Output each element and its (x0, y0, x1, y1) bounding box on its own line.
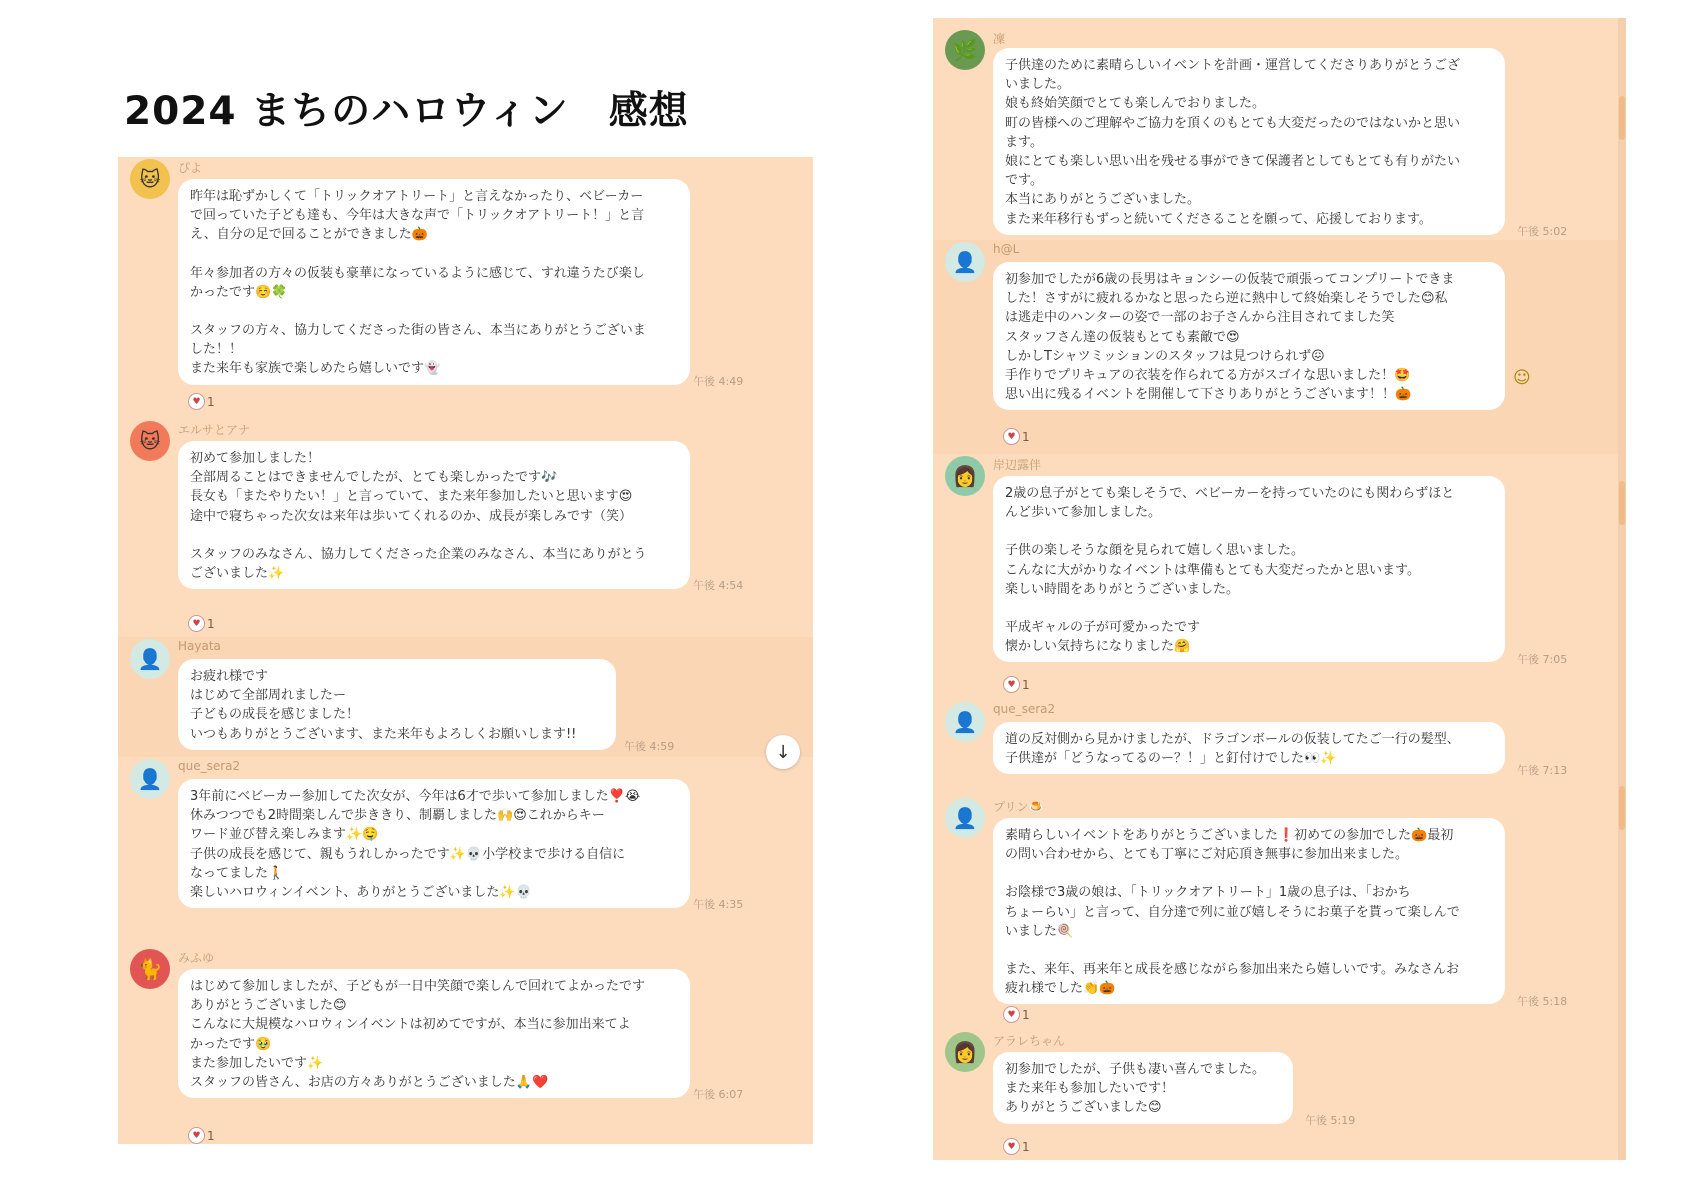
message-line: かったです☺️🍀 (190, 284, 288, 300)
heart-face-icon: ♥ (188, 615, 205, 632)
message-line: 懐かしい気持ちになりました🤗 (1005, 639, 1191, 655)
message-line: こんなに大がかりなイベントは準備もとても大変だったかと思います。 (1005, 562, 1420, 578)
message-line: はじめて参加しましたが、子どもが一日中笑顔で楽しんで回れてよかったです (190, 979, 646, 994)
chat-message (118, 757, 813, 947)
message-line: はじめて全部周れましたー (190, 688, 347, 704)
message-bubble[interactable] (993, 262, 1505, 410)
message-line (1005, 941, 1491, 960)
heart-face-icon: ♥ (1003, 1006, 1020, 1023)
message-timestamp: 午後 5:19 (1305, 1113, 1356, 1127)
message-bubble[interactable] (178, 179, 690, 385)
default-avatar-icon[interactable]: 👤 (945, 242, 985, 282)
message-bubble[interactable] (993, 722, 1505, 774)
message-line: また来年も参加したいです！ (1005, 1081, 1175, 1097)
sender-name[interactable]: 岸辺露伴 (993, 458, 1042, 472)
message-line: 子供の楽しそうな顔を見られて嬉しく思いました。 (1005, 543, 1305, 559)
person-avatar-icon[interactable]: 👩 (945, 456, 985, 496)
message-bubble[interactable] (178, 441, 690, 589)
message-line: 全部周ることはできませんでしたが、とても楽しかったです🎶 (190, 470, 558, 486)
message-line: 娘も終始笑顔でとても楽しんでおりました。 (1005, 96, 1266, 112)
chat-message (933, 796, 1626, 1030)
message-line: 子供達のために素晴らしいイベントを計画・運営してくださりありがとうござ (1005, 58, 1461, 73)
message-line: 楽しいハロウィンイベント、ありがとうございました✨💀 (190, 885, 532, 901)
reaction-count: 1 (1022, 429, 1030, 444)
sender-name[interactable]: Hayata (178, 639, 221, 653)
message-line: の問い合わせから、とても丁寧にご対応頂き無事に参加出来ました。 (1005, 847, 1409, 863)
message-line: え、自分の足で回ることができました🎃 (190, 227, 428, 243)
default-avatar-icon[interactable]: 👤 (130, 759, 170, 799)
message-line: した！さすがに疲れるかなと思ったら逆に熱中して終始楽しそうでした😊私 (1005, 291, 1448, 307)
message-line: いつもありがとうございます、また来年もよろしくお願いします!! (190, 726, 577, 742)
message-line: 3年前にベビーカー参加してた次女が、今年は6才で歩いて参加しました❣️😭 (190, 789, 641, 804)
message-line: また、来年、再来年と成長を感じながら参加出来たら嬉しいです。みなさんお (1005, 962, 1459, 978)
message-line: お陰様で3歳の娘は、「トリックオアトリート」1歳の息子は、「おかち (1005, 885, 1411, 901)
scroll-down-button[interactable] (766, 735, 800, 769)
message-line: スタッフの皆さん、お店の方々ありがとうございました🙏❤️ (190, 1075, 549, 1091)
reaction-badge[interactable] (1003, 1006, 1030, 1023)
message-line: スタッフの方々、協力してくださった街の皆さん、本当にありがとうございま (190, 323, 646, 339)
cat-avatar-icon[interactable]: 🐱 (130, 421, 170, 461)
message-timestamp: 午後 7:13 (1517, 764, 1568, 778)
message-line: 本当にありがとうございました。 (1005, 192, 1201, 208)
message-line: で回っていた子ども達も、今年は大きな声で「トリックオアトリート！」と言 (190, 208, 645, 224)
reaction-count: 1 (1022, 1007, 1030, 1022)
chat-screenshot-left (118, 157, 813, 1144)
message-line: また参加したいです✨ (190, 1055, 324, 1071)
chat-message (933, 240, 1626, 454)
message-line: 初参加でしたが、子供も凄い喜んでました。 (1005, 1062, 1266, 1077)
message-line: ワード並び替え楽しみます✨🤤 (190, 827, 379, 843)
sender-name[interactable]: ぴよ (178, 161, 203, 175)
message-line: 素晴らしいイベントをありがとうございました❗️初めての参加でした🎃最初 (1005, 828, 1454, 843)
sender-name[interactable]: エルサとアナ (178, 423, 251, 437)
message-timestamp: 午後 5:02 (1517, 224, 1568, 238)
heart-face-icon: ♥ (1003, 428, 1020, 445)
chat-message (933, 700, 1626, 796)
message-line (190, 302, 676, 321)
black-cat-avatar-icon[interactable]: 🐈 (130, 949, 170, 989)
message-line: お疲れ様です (190, 669, 269, 684)
plant-avatar-icon[interactable]: 🌿 (945, 30, 985, 70)
message-line (1005, 864, 1491, 883)
message-line: 長女も「またやりたい！」と言っていて、また来年参加したいと思います😍 (190, 489, 633, 505)
message-line: いました🍭 (1005, 923, 1074, 939)
message-line: 2歳の息子がとても楽しそうで、ベビーカーを持っていたのにも関わらずほと (1005, 486, 1455, 501)
sender-name[interactable]: 凜 (993, 32, 1006, 46)
chat-message (933, 18, 1626, 240)
message-line: 初参加でしたが6歳の長男はキョンシーの仮装で頑張ってコンプリートできま (1005, 272, 1455, 287)
message-line: 年々参加者の方々の仮装も豪華になっているように感じて、すれ違うたび楽し (190, 265, 645, 281)
chat-message (118, 637, 813, 757)
message-line: また来年移行もずっと続いてくださることを願って、応援しております。 (1005, 211, 1432, 227)
reaction-badge[interactable] (1003, 676, 1030, 693)
chat-screenshot-right (933, 18, 1626, 1160)
chat-message (933, 1030, 1626, 1160)
reaction-count: 1 (207, 394, 215, 409)
message-line: 子供の成長を感じて、親もうれしかったです✨💀小学校まで歩ける自信に (190, 846, 626, 862)
sender-name[interactable]: que_sera2 (178, 759, 241, 773)
sender-name[interactable]: プリン🍮 (993, 800, 1044, 814)
message-line: こんなに大規模なハロウィンイベントは初めてですが、本当に参加出来てよ (190, 1017, 631, 1033)
message-timestamp: 午後 4:35 (693, 898, 744, 912)
default-avatar-icon[interactable]: 👤 (945, 798, 985, 838)
message-line: です。 (1005, 173, 1043, 189)
message-bubble[interactable] (178, 779, 690, 908)
message-line: 楽しい時間をありがとうございました。 (1005, 581, 1240, 597)
default-avatar-icon[interactable]: 👤 (130, 639, 170, 679)
message-line (1005, 599, 1491, 618)
message-line: 疲れ様でした👏🎃 (1005, 981, 1116, 997)
message-line: ます。 (1005, 134, 1043, 150)
message-line: ありがとうございました😊 (190, 998, 347, 1014)
message-line: 手作りでプリキュアの衣装を作られてる方がスゴイな思いました！🤩 (1005, 368, 1411, 384)
message-line (190, 245, 676, 264)
message-timestamp: 午後 4:49 (693, 375, 744, 388)
heart-face-icon: ♥ (188, 1127, 205, 1144)
scrollbar[interactable] (1618, 18, 1626, 1160)
message-line: 初めて参加しました！ (190, 451, 321, 466)
message-line: かったです🥹 (190, 1036, 272, 1052)
page-title: 2024 まちのハロウィン 感想 (124, 89, 689, 134)
message-line: ありがとうございました😊 (1005, 1100, 1162, 1116)
message-bubble[interactable] (178, 969, 690, 1098)
reaction-badge[interactable] (188, 393, 215, 410)
reaction-count: 1 (1022, 677, 1030, 692)
reaction-count: 1 (207, 616, 215, 631)
reaction-count: 1 (207, 1128, 215, 1143)
default-avatar-icon[interactable]: 👤 (945, 702, 985, 742)
message-bubble[interactable] (178, 659, 616, 750)
reaction-badge[interactable] (188, 1127, 215, 1144)
sender-name[interactable]: みふゆ (178, 951, 215, 965)
message-timestamp: 午後 7:05 (1517, 652, 1568, 666)
message-bubble[interactable] (993, 818, 1505, 1004)
heart-face-icon: ♥ (188, 393, 205, 410)
message-line: 昨年は恥ずかしくて「トリックオアトリート」と言えなかったり、ベビーカー (190, 189, 644, 204)
message-line: 町の皆様へのご理解やご協力を頂くのもとても大変だったのではないかと思い (1005, 115, 1461, 131)
message-line: 道の反対側から見かけましたが、ドラゴンボールの仮装してたご一行の髪型、 (1005, 732, 1460, 747)
reaction-badge[interactable] (188, 615, 215, 632)
message-line: んど歩いて参加しました。 (1005, 505, 1162, 521)
message-line: 娘にとても楽しい思い出を残せる事ができて保護者としてもとても有りがたい (1005, 154, 1461, 170)
message-bubble[interactable] (993, 476, 1505, 662)
reaction-badge[interactable] (1003, 1138, 1030, 1155)
message-line (190, 526, 676, 545)
chat-message (118, 419, 813, 637)
cat-avatar-icon[interactable]: 🐱 (130, 159, 170, 199)
message-line: スタッフのみなさん、協力してくださった企業のみなさん、本当にありがとう (190, 546, 647, 562)
add-reaction-icon[interactable]: ☺ (1513, 368, 1531, 388)
message-line: 思い出に残るイベントを開催して下さりありがとうございます！！🎃 (1005, 387, 1412, 403)
message-line: 休みつつでも2時間楽しんで歩ききり、制覇しました🙌😍これからキー (190, 808, 605, 824)
message-timestamp: 午後 4:59 (624, 739, 675, 753)
message-timestamp: 午後 4:54 (693, 579, 744, 593)
message-line: した！！ (190, 342, 243, 358)
heart-face-icon: ♥ (1003, 1138, 1020, 1155)
chat-message (118, 157, 813, 419)
person-avatar-icon[interactable]: 👩 (945, 1032, 985, 1072)
sender-name[interactable]: h@L (993, 242, 1020, 256)
sender-name[interactable]: アラレちゃん (993, 1034, 1066, 1048)
message-line: 子どもの成長を感じました！ (190, 707, 360, 723)
message-line: スタッフさん達の仮装もとても素敵で😍 (1005, 329, 1240, 345)
message-line: 平成ギャルの子が可愛かったです (1005, 620, 1201, 636)
message-line: いました。 (1005, 77, 1071, 93)
message-line: 子供達が「どうなってるのー？！」と釘付けでした👀✨ (1005, 751, 1337, 767)
reaction-count: 1 (1022, 1139, 1030, 1154)
message-line: は逃走中のハンターの姿で一部のお子さんから注目されてました笑 (1005, 310, 1395, 326)
message-line: しかしTシャツミッションのスタッフは見つけられず😖 (1005, 348, 1325, 364)
message-line: また来年も家族で楽しめたら嬉しいです👻 (190, 361, 441, 377)
arrow-down-icon: ↓ (775, 741, 791, 763)
message-line: 途中で寝ちゃった次女は来年は歩いてくれるのか、成長が楽しみです（笑） (190, 508, 633, 524)
message-line: ちょーらい」と言って、自分達で列に並び嬉しそうにお菓子を貰って楽しんで (1005, 904, 1460, 920)
sender-name[interactable]: que_sera2 (993, 702, 1056, 716)
chat-message (933, 454, 1626, 700)
heart-face-icon: ♥ (1003, 676, 1020, 693)
reaction-badge[interactable] (1003, 428, 1030, 445)
message-bubble[interactable] (993, 1052, 1293, 1124)
message-timestamp: 午後 5:18 (1517, 994, 1568, 1008)
chat-message (118, 947, 813, 1144)
message-line (1005, 522, 1491, 541)
message-line: なってました🚶 (190, 865, 285, 881)
message-timestamp: 午後 6:07 (693, 1088, 744, 1102)
message-line: ございました✨ (190, 566, 285, 582)
message-bubble[interactable] (993, 48, 1505, 235)
